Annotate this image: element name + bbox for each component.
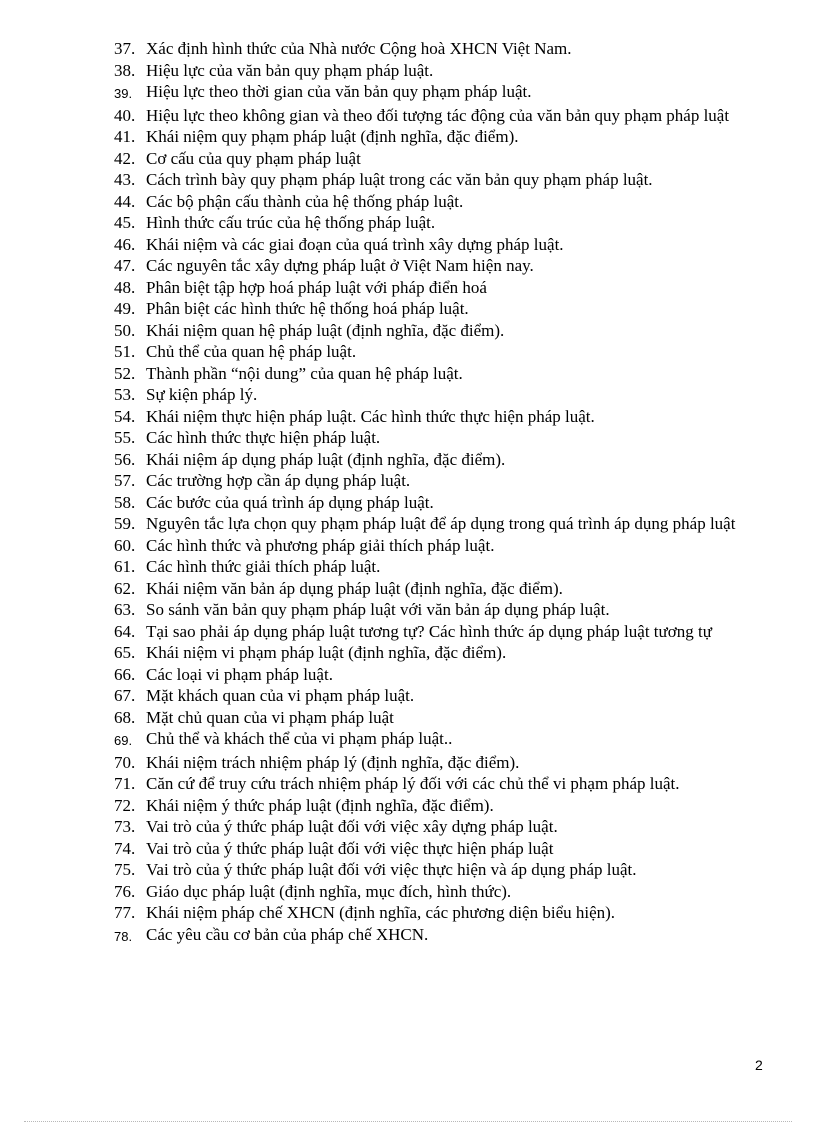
- list-item: [114, 212, 774, 234]
- item-text: So sánh văn bản quy phạm pháp luật với văn bản áp dụng pháp luật.: [146, 600, 610, 619]
- page-divider: [24, 1121, 792, 1122]
- list-item: [114, 816, 774, 838]
- item-text: Các bộ phận cấu thành của hệ thống pháp luật.: [146, 191, 464, 211]
- item-text: Tại sao phải áp dụng pháp luật tương tự? Các hình thức áp dụng pháp luật tương tự: [146, 621, 712, 641]
- item-number: 78.: [114, 928, 133, 944]
- list-item: [114, 707, 774, 729]
- list-item: [114, 535, 774, 557]
- item-number: 64.: [114, 621, 136, 641]
- item-number: 69.: [114, 733, 133, 748]
- item-text: Phân biệt tập hợp hoá pháp luật với pháp điển hoá: [146, 277, 487, 297]
- item-text: Cách trình bày quy phạm pháp luật trong các văn bản quy phạm pháp luật.: [146, 170, 653, 189]
- list-item: [114, 255, 774, 277]
- item-number: 54.: [114, 406, 136, 426]
- item-text: Khái niệm áp dụng pháp luật (định nghĩa, đặc điểm).: [146, 449, 506, 469]
- item-text: Khái niệm quy phạm pháp luật (định nghĩa, đặc điểm).: [146, 127, 519, 146]
- item-number: 73.: [114, 817, 136, 836]
- item-text: Phân biệt các hình thức hệ thống hoá pháp luật.: [146, 299, 469, 318]
- item-text: Các loại vi phạm pháp luật.: [146, 664, 333, 684]
- item-number: 61.: [114, 557, 136, 576]
- list-item: [114, 60, 774, 82]
- list-item: [114, 492, 774, 514]
- item-number: 52.: [114, 363, 136, 383]
- list-item: [114, 234, 774, 256]
- item-number: 46.: [114, 234, 136, 254]
- item-text: Hiệu lực của văn bản quy phạm pháp luật.: [146, 60, 434, 80]
- item-number: 68.: [114, 707, 136, 727]
- item-number: 63.: [114, 600, 136, 619]
- item-number: 55.: [114, 428, 136, 447]
- list-item: [114, 449, 774, 471]
- list-item: [114, 105, 774, 127]
- list-item: [114, 795, 774, 817]
- item-text: Khái niệm thực hiện pháp luật. Các hình thức thực hiện pháp luật.: [146, 406, 595, 426]
- list-item: [114, 685, 774, 707]
- item-text: Hiệu lực theo không gian và theo đối tượng tác động của văn bản quy phạm pháp luật: [146, 105, 730, 125]
- item-number: 70.: [114, 752, 136, 772]
- item-number: 51.: [114, 342, 136, 361]
- list-item: [114, 728, 774, 752]
- item-number: 59.: [114, 514, 136, 533]
- item-text: Khái niệm quan hệ pháp luật (định nghĩa, đặc điểm).: [146, 320, 505, 340]
- list-item: [114, 191, 774, 213]
- item-text: Các hình thức thực hiện pháp luật.: [146, 428, 381, 447]
- item-number: 72.: [114, 795, 136, 815]
- item-number: 62.: [114, 578, 136, 598]
- list-item: [114, 924, 774, 948]
- item-text: Sự kiện pháp lý.: [146, 385, 258, 404]
- item-number: 43.: [114, 170, 136, 189]
- item-number: 75.: [114, 860, 136, 879]
- item-number: 49.: [114, 299, 136, 318]
- item-text: Chủ thể và khách thể của vi phạm pháp luật..: [146, 729, 453, 748]
- list-item: [114, 773, 774, 795]
- item-text: Khái niệm trách nhiệm pháp lý (định nghĩa, đặc điểm).: [146, 752, 520, 772]
- item-text: Khái niệm ý thức pháp luật (định nghĩa, đặc điểm).: [146, 795, 494, 815]
- item-text: Xác định hình thức của Nhà nước Cộng hoà XHCN Việt Nam.: [146, 39, 572, 58]
- list-item: [114, 169, 774, 191]
- question-list: [114, 38, 774, 947]
- item-text: Hình thức cấu trúc của hệ thống pháp luật.: [146, 213, 436, 232]
- item-text: Hiệu lực theo thời gian của văn bản quy phạm pháp luật.: [146, 82, 532, 101]
- list-item: [114, 320, 774, 342]
- item-text: Cơ cấu của quy phạm pháp luật: [146, 148, 361, 168]
- item-number: 67.: [114, 686, 136, 705]
- item-text: Giáo dục pháp luật (định nghĩa, mục đích, hình thức).: [146, 881, 512, 901]
- list-item: [114, 126, 774, 148]
- item-text: Vai trò của ý thức pháp luật đối với việc xây dựng pháp luật.: [146, 817, 558, 836]
- item-number: 76.: [114, 881, 136, 901]
- item-text: Các hình thức giải thích pháp luật.: [146, 557, 381, 576]
- list-item: [114, 341, 774, 363]
- item-number: 53.: [114, 385, 136, 404]
- list-item: [114, 599, 774, 621]
- item-number: 56.: [114, 449, 136, 469]
- list-item: [114, 277, 774, 299]
- list-item: [114, 621, 774, 643]
- item-text: Căn cứ để truy cứu trách nhiệm pháp lý đối với các chủ thể vi phạm pháp luật.: [146, 774, 680, 793]
- list-item: [114, 664, 774, 686]
- list-item: [114, 38, 774, 60]
- item-number: 42.: [114, 148, 136, 168]
- item-number: 71.: [114, 774, 136, 793]
- item-text: Các bước của quá trình áp dụng pháp luật.: [146, 492, 434, 512]
- list-item: [114, 838, 774, 860]
- list-item: [114, 148, 774, 170]
- item-number: 48.: [114, 277, 136, 297]
- list-item: [114, 363, 774, 385]
- item-text: Khái niệm văn bản áp dụng pháp luật (định nghĩa, đặc điểm).: [146, 578, 563, 598]
- list-item: [114, 881, 774, 903]
- list-item: [114, 427, 774, 449]
- item-number: 47.: [114, 256, 136, 275]
- item-text: Mặt chủ quan của vi phạm pháp luật: [146, 707, 394, 727]
- item-number: 65.: [114, 643, 136, 662]
- item-text: Các hình thức và phương pháp giải thích pháp luật.: [146, 535, 495, 555]
- item-number: 45.: [114, 213, 136, 232]
- page-number: 2: [755, 1057, 763, 1073]
- item-text: Khái niệm vi phạm pháp luật (định nghĩa, đặc điểm).: [146, 643, 507, 662]
- item-text: Nguyên tắc lựa chọn quy phạm pháp luật để áp dụng trong quá trình áp dụng pháp luật: [146, 514, 736, 533]
- list-item: [114, 859, 774, 881]
- list-item: [114, 578, 774, 600]
- item-number: 39.: [114, 86, 133, 101]
- item-number: 44.: [114, 191, 136, 211]
- item-text: Chủ thể của quan hệ pháp luật.: [146, 342, 357, 361]
- list-item: [114, 642, 774, 664]
- item-number: 58.: [114, 492, 136, 512]
- list-item: [114, 470, 774, 492]
- list-item: [114, 81, 774, 105]
- item-text: Vai trò của ý thức pháp luật đối với việc thực hiện và áp dụng pháp luật.: [146, 860, 637, 879]
- item-number: 74.: [114, 838, 136, 858]
- item-text: Vai trò của ý thức pháp luật đối với việc thực hiện pháp luật: [146, 838, 554, 858]
- item-number: 40.: [114, 105, 136, 125]
- item-number: 41.: [114, 127, 136, 146]
- item-number: 37.: [114, 39, 136, 58]
- list-item: [114, 902, 774, 924]
- list-item: [114, 406, 774, 428]
- item-text: Mặt khách quan của vi phạm pháp luật.: [146, 686, 415, 705]
- item-number: 38.: [114, 60, 136, 80]
- item-number: 50.: [114, 320, 136, 340]
- item-text: Khái niệm pháp chế XHCN (định nghĩa, các phương diện biểu hiện).: [146, 903, 616, 922]
- list-item: [114, 298, 774, 320]
- item-number: 77.: [114, 903, 136, 922]
- item-text: Thành phần “nội dung” của quan hệ pháp luật.: [146, 363, 463, 383]
- item-number: 60.: [114, 535, 136, 555]
- list-item: [114, 384, 774, 406]
- list-item: [114, 556, 774, 578]
- item-text: Các yêu cầu cơ bản của pháp chế XHCN.: [146, 924, 429, 944]
- item-number: 57.: [114, 471, 136, 490]
- list-item: [114, 513, 774, 535]
- item-text: Khái niệm và các giai đoạn của quá trình xây dựng pháp luật.: [146, 234, 564, 254]
- item-number: 66.: [114, 664, 136, 684]
- item-text: Các nguyên tắc xây dựng pháp luật ở Việt Nam hiện nay.: [146, 256, 534, 275]
- item-text: Các trường hợp cần áp dụng pháp luật.: [146, 471, 411, 490]
- list-item: [114, 752, 774, 774]
